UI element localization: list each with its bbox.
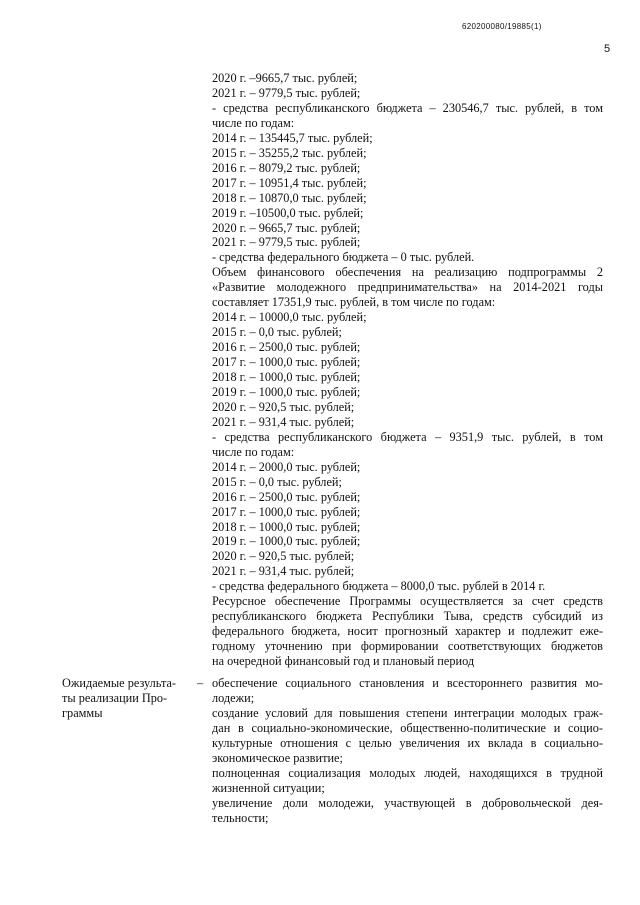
text-line: 2021 г. – 9779,5 тыс. рублей; (212, 85, 361, 100)
text-line: 2017 г. – 10951,4 тыс. рублей; (212, 175, 367, 190)
text-line: 2020 г. – 9665,7 тыс. рублей; (212, 220, 361, 235)
text-line: 2016 г. – 2500,0 тыс. рублей; (212, 340, 361, 355)
text-line: - средства республиканского бюджета – 9351,9 тыс. рублей, в том (212, 429, 603, 444)
text-line: 2020 г. – 920,5 тыс. рублей; (212, 399, 355, 414)
text-line: - средства федерального бюджета – 8000,0 тыс. рублей в 2014 г. (212, 579, 546, 594)
text-line: 2020 г. –9665,7 тыс. рублей; (212, 71, 358, 85)
text-line: 2020 г. – 920,5 тыс. рублей; (212, 549, 355, 564)
text-line: составляет 17351,9 тыс. рублей, в том числе по годам: (212, 295, 496, 310)
text-line: Объем финансового обеспечения на реализацию подпрограммы 2 (212, 265, 603, 280)
text-line: обеспечение социального становления и всестороннего развития мо- (212, 676, 603, 690)
text-line: 2014 г. – 10000,0 тыс. рублей; (212, 310, 367, 325)
text-line: годному уточнению при формировании соответствующих бюджетов (212, 639, 603, 654)
text-line: лодежи; (212, 690, 255, 705)
text-line: создание условий для повышения степени интеграции молодых граж- (212, 705, 603, 720)
text-line: 2018 г. – 10870,0 тыс. рублей; (212, 190, 367, 205)
section-label-line: граммы (62, 706, 103, 720)
text-line: - средства республиканского бюджета – 230546,7 тыс. рублей, в том (212, 100, 603, 115)
document-code: 620200080/19885(1) (462, 22, 542, 31)
section-dash: – (197, 676, 204, 690)
text-line: федерального бюджета, носит прогнозный характер и подлежит еже- (212, 624, 603, 639)
text-line: «Развитие молодежного предпринимательства» на 2014-2021 годы (212, 280, 603, 295)
text-line: 2016 г. – 8079,2 тыс. рублей; (212, 160, 361, 175)
text-line: дан в социально-экономические, общественно-политические и социо- (212, 720, 603, 735)
text-line: 2016 г. – 2500,0 тыс. рублей; (212, 489, 361, 504)
text-line: 2019 г. –10500,0 тыс. рублей; (212, 205, 364, 220)
text-line: полноценная социализация молодых людей, находящихся в трудной (212, 765, 603, 780)
text-line: 2015 г. – 0,0 тыс. рублей; (212, 325, 342, 340)
text-line: - средства федерального бюджета – 0 тыс. рублей. (212, 250, 475, 265)
text-line: 2018 г. – 1000,0 тыс. рублей; (212, 370, 361, 384)
text-line: 2021 г. – 931,4 тыс. рублей; (212, 414, 355, 429)
text-line: 2019 г. – 1000,0 тыс. рублей; (212, 534, 361, 549)
text-line: 2017 г. – 1000,0 тыс. рублей; (212, 355, 361, 370)
text-line: увеличение доли молодежи, участвующей в добровольческой дея- (212, 795, 603, 810)
text-line: 2017 г. – 1000,0 тыс. рублей; (212, 504, 361, 519)
text-line: 2015 г. – 35255,2 тыс. рублей; (212, 145, 367, 160)
text-line: 2014 г. – 135445,7 тыс. рублей; (212, 130, 373, 145)
text-line: 2015 г. – 0,0 тыс. рублей; (212, 474, 342, 489)
text-line: 2021 г. – 931,4 тыс. рублей; (212, 564, 355, 579)
text-line: республиканского бюджета Республики Тыва, средств субсидий из (212, 609, 603, 624)
page-number: 5 (604, 43, 611, 55)
text-line: числе по годам: (212, 115, 295, 130)
text-line: тельности; (212, 810, 269, 825)
text-line: Ресурсное обеспечение Программы осуществляется за счет средств (212, 594, 603, 609)
text-line: жизненной ситуации; (212, 780, 325, 795)
text-line: культурные отношения с целью увеличения их вклада в социально- (212, 735, 603, 750)
text-line: 2021 г. – 9779,5 тыс. рублей; (212, 235, 361, 250)
text-line: числе по годам: (212, 444, 295, 459)
section-label-line: ты реализации Про- (62, 691, 168, 705)
text-line: экономическое развитие; (212, 750, 343, 765)
text-line: 2014 г. – 2000,0 тыс. рублей; (212, 459, 361, 474)
text-line: 2019 г. – 1000,0 тыс. рублей; (212, 384, 361, 399)
text-line: 2018 г. – 1000,0 тыс. рублей; (212, 519, 361, 534)
text-line: на очередной финансовый год и плановый период (212, 654, 475, 669)
section-label-line: Ожидаемые результа- (62, 676, 177, 690)
